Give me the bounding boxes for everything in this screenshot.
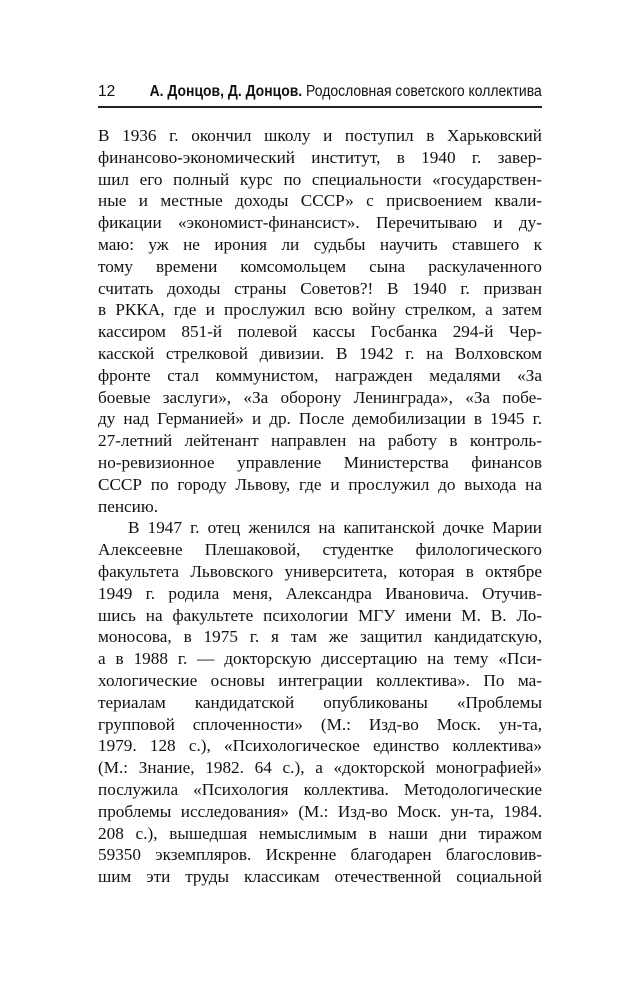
text-line: боевые заслуги», «За оборону Ленинграда», «За побе- bbox=[98, 387, 542, 407]
body-text bbox=[98, 125, 542, 888]
text-line: а в 1988 г. — докторскую диссертацию на тему «Пси- bbox=[98, 649, 542, 669]
text-line: фронте стал коммунистом, награжден медалями «За bbox=[98, 365, 542, 385]
text-line: шись на факультете психологии МГУ имени М. В. Ло- bbox=[98, 605, 542, 625]
text-line: Алексеевне Плешаковой, студентке филологического bbox=[98, 540, 542, 560]
text-line: касской стрелковой дивизии. В 1942 г. на Волховском bbox=[98, 343, 542, 363]
text-line: ду над Германией» и др. После демобилизации в 1945 г. bbox=[98, 409, 542, 429]
text-line: считать доходы страны Советов?! В 1940 г. призван bbox=[98, 278, 542, 298]
text-line: маю: уж не ирония ли судьбы научить ставшего к bbox=[98, 234, 542, 254]
text-line: В 1936 г. окончил школу и поступил в Харьковский bbox=[98, 126, 542, 145]
text-line: но-ревизионное управление Министерства финансов bbox=[98, 452, 542, 472]
text-line: В 1947 г. отец женился на капитанской дочке Марии bbox=[128, 518, 542, 538]
text-line: 1949 г. родила меня, Александра Ивановича. Отучив- bbox=[98, 583, 542, 603]
page-number: 12 bbox=[98, 83, 116, 100]
running-title bbox=[150, 82, 542, 102]
text-line: проблемы исследования» (М.: Изд-во Моск. ун-та, 1984. bbox=[98, 801, 542, 821]
text-line: фикации «экономист-финансист». Перечитываю и ду- bbox=[98, 213, 542, 233]
text-line: териалам кандидатской опубликованы «Проблемы bbox=[98, 692, 542, 712]
text-line: 27-летний лейтенант направлен на работу в контроль- bbox=[98, 431, 542, 451]
text-line: 208 с.), вышедшая немыслимым в наши дни тиражом bbox=[98, 823, 542, 843]
running-title-authors: А. Донцов, Д. Донцов. bbox=[149, 83, 303, 100]
text-line: в РККА, где и прослужил всю войну стрелком, а затем bbox=[98, 300, 542, 320]
text-line: факультета Львовского университета, которая в октябре bbox=[98, 561, 542, 581]
text-line: 1979. 128 с.), «Психологическое единство коллектива» bbox=[98, 736, 542, 756]
header-divider bbox=[98, 106, 542, 108]
text-line: пенсию. bbox=[98, 496, 158, 516]
text-line: 59350 экземпляров. Искренне благодарен благословив- bbox=[98, 845, 542, 865]
text-line: кассиром 851-й полевой кассы Госбанка 294-й Чер- bbox=[98, 322, 542, 342]
text-line: (М.: Знание, 1982. 64 с.), а «докторской монографией» bbox=[98, 758, 542, 778]
text-line: шил его полный курс по специальности «государствен- bbox=[98, 169, 542, 189]
page-header bbox=[98, 82, 542, 106]
running-title-book: Родословная советского коллектива bbox=[306, 83, 542, 100]
text-line: СССР по городу Львову, где и прослужил до выхода на bbox=[98, 474, 542, 494]
paragraph bbox=[98, 517, 542, 888]
paragraph bbox=[98, 125, 542, 517]
text-line: ные и местные доходы СССР» с присвоением квали- bbox=[98, 191, 542, 211]
text-line: послужила «Психология коллектива. Методологические bbox=[98, 779, 542, 799]
text-line: финансово-экономический институт, в 1940 г. завер- bbox=[98, 147, 542, 167]
text-line: шим эти труды классикам отечественной социальной bbox=[98, 867, 542, 887]
text-line: тому времени комсомольцем сына раскулаченного bbox=[98, 256, 542, 276]
text-line: хологические основы интеграции коллектива». По ма- bbox=[98, 670, 542, 690]
text-line: моносова, в 1975 г. я там же защитил кандидатскую, bbox=[98, 627, 542, 647]
text-line: групповой сплоченности» (М.: Изд-во Моск. ун-та, bbox=[98, 714, 542, 734]
